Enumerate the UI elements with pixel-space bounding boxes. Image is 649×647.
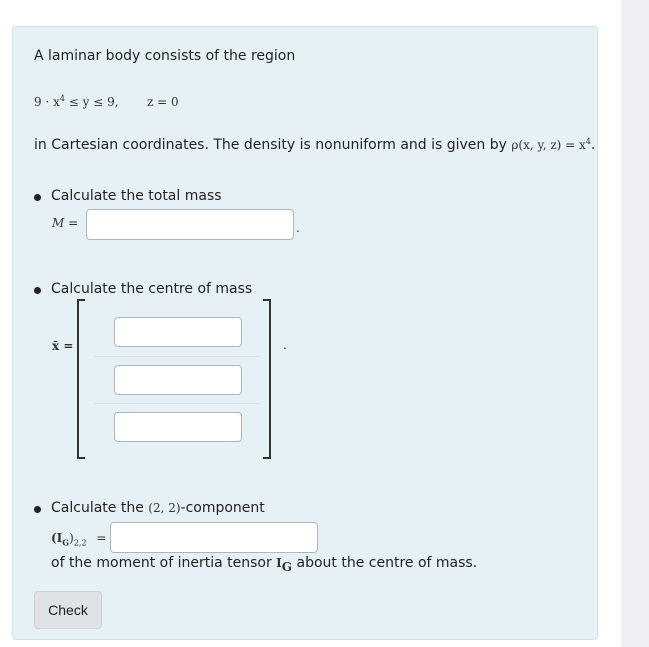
centre-period: . xyxy=(283,338,287,352)
centre-z-input[interactable] xyxy=(114,412,242,442)
inertia-label: Calculate the (2, 2)-component xyxy=(51,500,265,516)
centre-symbol: x̄ = xyxy=(52,339,74,353)
centre-x-input[interactable] xyxy=(114,317,242,347)
mass-input[interactable] xyxy=(86,209,294,240)
inertia-symbol: $(I_G)_{2,2}$ = xyxy=(51,531,107,548)
bullet xyxy=(34,287,41,294)
bullet xyxy=(34,506,41,513)
region-inequality: $9 \cdot x^4 \le y \le 9$, xyxy=(34,94,119,109)
page-margin xyxy=(621,0,649,647)
mass-period: . xyxy=(296,221,300,235)
matrix-right-bracket xyxy=(263,299,271,459)
density-text: in Cartesian coordinates. The density is nonuniform and is given by ρ(x, y, $z) = x^4$. xyxy=(34,137,596,153)
bullet xyxy=(34,194,41,201)
intro-text: A laminar body consists of the region xyxy=(34,48,296,64)
matrix-row-divider xyxy=(94,403,260,404)
mass-label: Calculate the total mass xyxy=(51,188,222,204)
inertia-input[interactable] xyxy=(110,522,318,553)
check-button[interactable]: Check xyxy=(34,591,102,629)
matrix-row-divider xyxy=(94,356,260,357)
matrix-left-bracket xyxy=(77,299,85,459)
mass-symbol: M = xyxy=(52,216,79,230)
centre-y-input[interactable] xyxy=(114,365,242,395)
region-z-condition: z = 0 xyxy=(147,95,179,109)
inertia-description: of the moment of inertia tensor $I_G$ about the centre of mass. xyxy=(51,555,478,574)
centre-label: Calculate the centre of mass xyxy=(51,281,253,297)
